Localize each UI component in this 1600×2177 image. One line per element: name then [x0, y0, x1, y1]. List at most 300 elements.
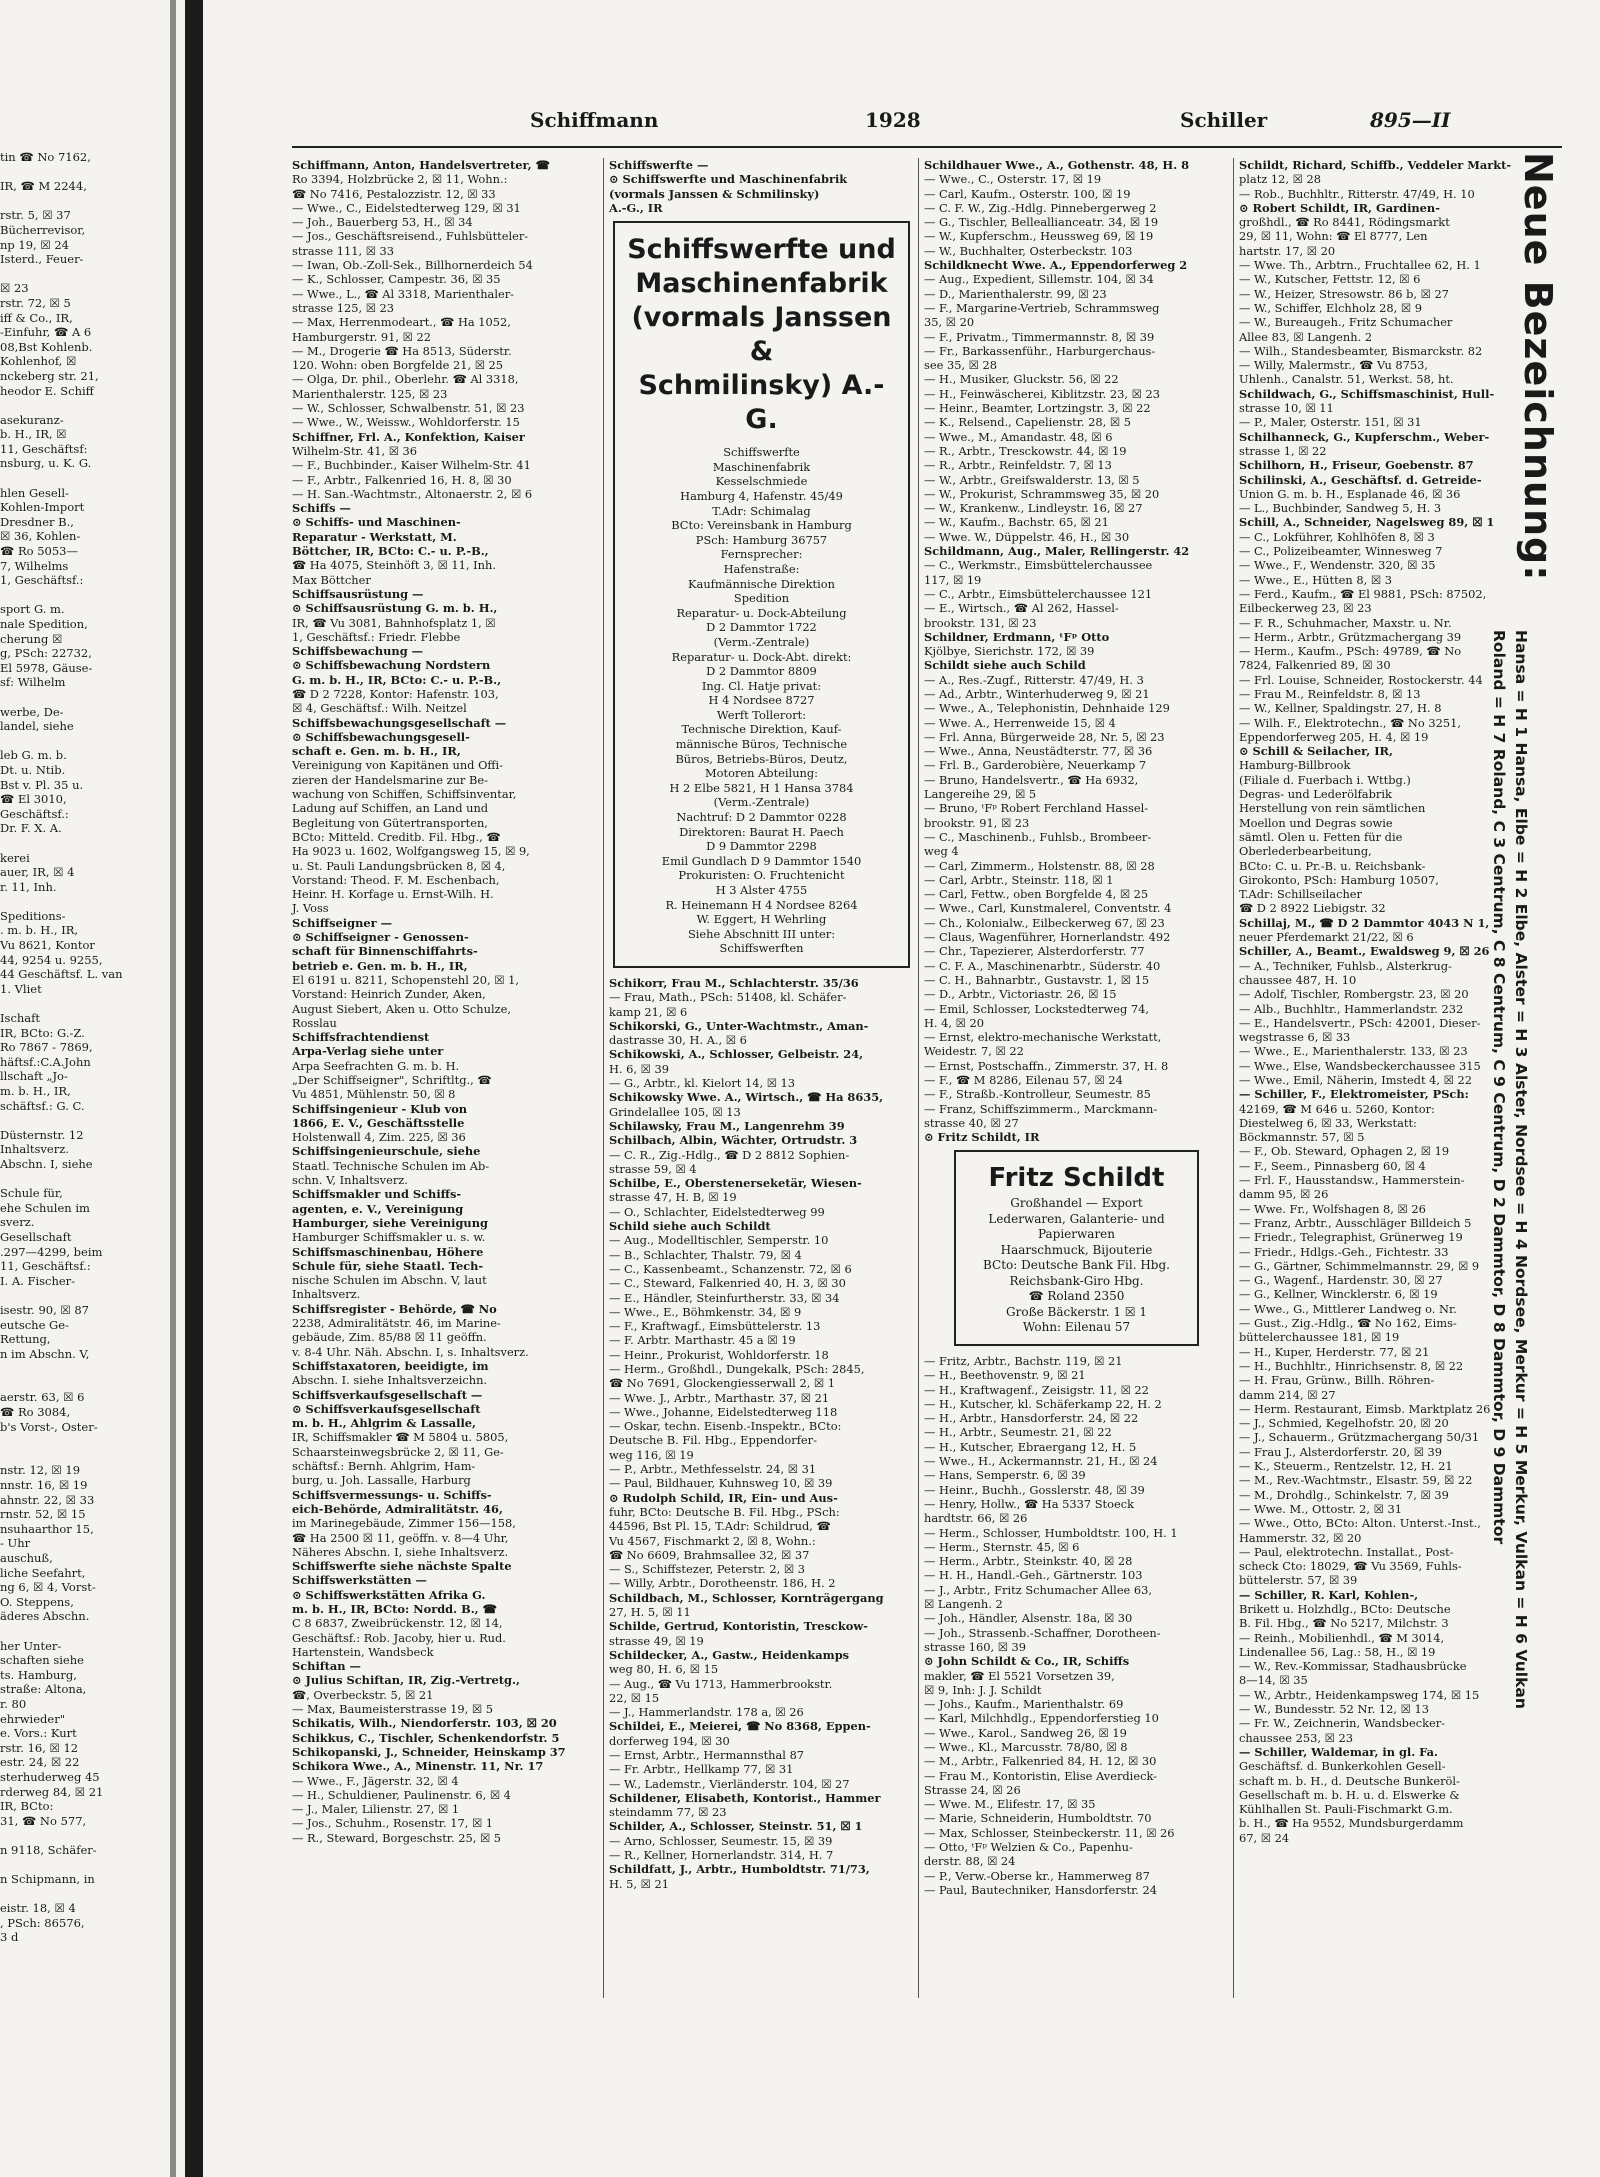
- directory-entry-line: 2238, Admiralitätstr. 46, im Marine-: [292, 1316, 501, 1331]
- directory-entry-line: — Frl. Louise, Schneider, Rostockerstr. 44: [1239, 672, 1483, 687]
- directory-entry-line: Schildbach, M., Schlosser, Kornträgergang: [609, 1590, 884, 1605]
- column-separator: [603, 158, 604, 1998]
- directory-entry-line: weg 116, ☒ 19: [609, 1447, 694, 1462]
- directory-entry-line: — Henry, Hollw., ☎ Ha 5337 Stoeck: [924, 1496, 1134, 1511]
- directory-entry-line: Schiffsingenieurschule, siehe: [292, 1144, 481, 1159]
- directory-entry-line: Düsternstr. 12: [0, 1127, 84, 1142]
- ad-text-line: Wohn: Eilenau 57: [1022, 1320, 1131, 1335]
- directory-entry-line: — H., Schuldiener, Paulinenstr. 6, ☒ 4: [292, 1787, 511, 1802]
- directory-entry-line: Kjölbye, Sierichstr. 172, ☒ 39: [924, 644, 1095, 659]
- directory-entry-line: — G., Arbtr., kl. Kielort 14, ☒ 13: [609, 1076, 796, 1091]
- directory-entry-line: nckeberg str. 21,: [0, 368, 99, 383]
- directory-entry-line: — H., Arbtr., Hansdorferstr. 24, ☒ 22: [924, 1411, 1139, 1426]
- directory-entry-line: — Wwe., G., Mittlerer Landweg o. Nr.: [1239, 1301, 1457, 1316]
- directory-entry-line: Allee 83, ☒ Langenh. 2: [1239, 329, 1373, 344]
- directory-entry-line: — Wwe., L., ☎ Al 3318, Marienthaler-: [292, 286, 515, 301]
- directory-entry-line: [0, 1828, 168, 1843]
- directory-entry-line: — Wwe., F., Wendenstr. 320, ☒ 35: [1239, 558, 1436, 573]
- directory-entry-line: — P., Maler, Osterstr. 151, ☒ 31: [1239, 415, 1422, 430]
- directory-entry-line: ehe Schulen im: [0, 1200, 90, 1215]
- directory-entry-line: — F., Arbtr., Falkenried 16, H. 8, ☒ 30: [292, 472, 512, 487]
- directory-entry-line: — Ernst, Postschaffn., Zimmerstr. 37, H. 8: [924, 1058, 1169, 1073]
- directory-entry-line: Heinr. H. Korfage u. Ernst-Wilh. H.: [292, 887, 494, 902]
- directory-entry-line: — W., Arbtr., Greifswalderstr. 13, ☒ 5: [924, 472, 1140, 487]
- column-3: [924, 158, 1229, 1998]
- directory-entry-line: — H. Frau, Grünw., Billh. Röhren-: [1239, 1373, 1435, 1388]
- directory-entry-line: — G., Gärtner, Schimmelmannstr. 29, ☒ 9: [1239, 1258, 1480, 1273]
- directory-entry-line: her Unter-: [0, 1638, 62, 1653]
- directory-entry-line: — Max, Baumeisterstrasse 19, ☒ 5: [292, 1702, 493, 1717]
- directory-entry-line: makler, ☎ El 5521 Vorsetzen 39,: [924, 1668, 1115, 1683]
- directory-entry-line: brookstr. 91, ☒ 23: [924, 815, 1030, 830]
- directory-entry-line: — Wwe., Anna, Neustädterstr. 77, ☒ 36: [924, 744, 1153, 759]
- directory-entry-line: — Wwe., H., Ackermannstr. 21, H., ☒ 24: [924, 1454, 1158, 1469]
- running-header: [300, 108, 1480, 138]
- vertical-title: Neue Bezeichnung:: [1516, 152, 1560, 582]
- directory-entry-line: — E., Händler, Steinfurtherstr. 33, ☒ 34: [609, 1290, 840, 1305]
- directory-entry-line: — Franz, Arbtr., Ausschläger Billdeich 5: [1239, 1215, 1472, 1230]
- directory-entry-line: Marienthalerstr. 125, ☒ 23: [292, 386, 448, 401]
- directory-entry-line: eistr. 18, ☒ 4: [0, 1901, 76, 1916]
- directory-entry-line: — C. F. W., Zig.-Hdlg. Pinnebergerweg 2: [924, 200, 1157, 215]
- column-separator: [1233, 158, 1234, 1998]
- ad-text-line: D 2 Dammtor 8809: [706, 664, 817, 679]
- directory-entry-line: nsuhaarthor 15,: [0, 1521, 94, 1536]
- directory-entry-line: — Iwan, Ob.-Zoll-Sek., Billhornerdeich 54: [292, 258, 533, 273]
- directory-entry-line: [0, 267, 168, 282]
- directory-entry-line: heodor E. Schiff: [0, 383, 94, 398]
- directory-entry-line: [0, 1361, 168, 1376]
- directory-entry-line: — Karl, Milchhdlg., Eppendorferstieg 10: [924, 1711, 1159, 1726]
- directory-entry-line: betrieb e. Gen. m. b. H., IR,: [292, 958, 468, 973]
- directory-entry-line: — Schiller, F., Elektromeister, PSch:: [1239, 1087, 1469, 1102]
- directory-entry-line: Schiffseigner —: [292, 915, 392, 930]
- directory-entry-line: Schaarsteinwegsbrücke 2, ☒ 11, Ge-: [292, 1444, 504, 1459]
- directory-entry-line: r. 11, Inh.: [0, 879, 57, 894]
- directory-entry-line: Schiffsfrachtendienst: [292, 1030, 430, 1045]
- directory-entry-line: 7824, Falkenried 89, ☒ 30: [1239, 658, 1391, 673]
- directory-entry-line: -Einfuhr, ☎ A 6: [0, 325, 92, 340]
- directory-entry-line: Reparatur - Werkstatt, M.: [292, 529, 457, 544]
- directory-entry-line: [0, 894, 168, 909]
- directory-entry-line: ☎ No 7691, Glockengiesserwall 2, ☒ 1: [609, 1376, 836, 1391]
- directory-entry-line: Weidestr. 7, ☒ 22: [924, 1044, 1024, 1059]
- directory-entry-line: n 9118, Schäfer-: [0, 1842, 97, 1857]
- directory-entry-line: 117, ☒ 19: [924, 572, 982, 587]
- directory-entry-line: Schiffmann, Anton, Handelsvertreter, ☎: [292, 158, 550, 172]
- directory-entry-line: Hammerstr. 32, ☒ 20: [1239, 1530, 1362, 1545]
- directory-entry-line: b. H., ☎ Ha 9552, Mundsburgerdamm: [1239, 1816, 1464, 1831]
- directory-entry-line: El 6191 u. 8211, Schopenstehl 20, ☒ 1,: [292, 972, 519, 987]
- directory-entry-line: chaussee 253, ☒ 23: [1239, 1730, 1353, 1745]
- page-gutter-shadow: [170, 0, 176, 2177]
- directory-entry-line: ☎ No 6609, Brahmsallee 32, ☒ 37: [609, 1547, 810, 1562]
- directory-entry-line: — F. Arbtr. Marthastr. 45 a ☒ 19: [609, 1333, 796, 1348]
- ad-text-line: D 2 Dammtor 1722: [706, 620, 817, 635]
- directory-entry-line: BCto: C. u. Pr.-B. u. Reichsbank-: [1239, 858, 1426, 873]
- directory-entry-line: [0, 1376, 168, 1391]
- directory-entry-line: Schikorski, G., Unter-Wachtmstr., Aman-: [609, 1018, 869, 1033]
- directory-entry-line: — Otto, ᵗFᵖ Welzien & Co., Papenhu-: [924, 1840, 1133, 1855]
- ad-text-line: Büros, Betriebs-Büros, Deutz,: [675, 751, 848, 766]
- directory-entry-line: — H., Arbtr., Seumestr. 21, ☒ 22: [924, 1425, 1112, 1440]
- directory-entry-line: — Carl, Arbtr., Steinstr. 118, ☒ 1: [924, 872, 1114, 887]
- directory-entry-line: — W., Buchhalter, Osterbeckstr. 103: [924, 243, 1133, 258]
- ad-text-line: Motoren Abteilung:: [704, 766, 819, 781]
- directory-entry-line: 42169, ☎ M 646 u. 5260, Kontor:: [1239, 1101, 1435, 1116]
- directory-entry-line: nale Spedition,: [0, 617, 88, 631]
- directory-entry-line: 29, ☒ 11, Wohn: ☎ El 8777, Len: [1239, 229, 1428, 244]
- directory-entry-line: Schildener, Elisabeth, Kontorist., Hammer: [609, 1790, 881, 1805]
- directory-entry-line: Schiffswerkstätten —: [292, 1573, 427, 1588]
- directory-entry-line: — M., Drogerie ☎ Ha 8513, Süderstr.: [292, 343, 512, 358]
- directory-entry-line: weg 80, H. 6, ☒ 15: [609, 1662, 719, 1677]
- directory-entry-line: 3 d: [0, 1930, 19, 1945]
- directory-entry-line: gebäude, Zim. 85/88 ☒ 11 geöffn.: [292, 1330, 487, 1345]
- directory-entry-line: — G., Wagenf., Hardenstr. 30, ☒ 27: [1239, 1273, 1443, 1288]
- directory-entry-line: H. 5, ☒ 21: [609, 1876, 669, 1891]
- directory-entry-line: e. Vors.: Kurt: [0, 1726, 77, 1741]
- directory-entry-line: Vu 4851, Mühlenstr. 50, ☒ 8: [292, 1087, 456, 1102]
- ad-text-line: H 3 Alster 4755: [715, 883, 808, 897]
- header-left-keyword: Schiffmann: [530, 108, 659, 132]
- directory-entry-line: — Wwe. M., Elifestr. 17, ☒ 35: [924, 1797, 1096, 1812]
- directory-entry-line: — M., Drohdlg., Schinkelstr. 7, ☒ 39: [1239, 1487, 1449, 1502]
- directory-entry-line: — W., Bundesstr. 52 Nr. 12, ☒ 13: [1239, 1702, 1429, 1717]
- directory-entry-line: — W., Kaufm., Bachstr. 65, ☒ 21: [924, 515, 1109, 530]
- directory-entry-line: „Der Schiffseigner", Schriftltg., ☎: [292, 1073, 492, 1087]
- directory-entry-line: ⊙ Schiffswerfte und Maschinenfabrik: [609, 172, 848, 187]
- directory-entry-line: — F., ☎ M 8286, Eilenau 57, ☒ 24: [924, 1073, 1123, 1087]
- directory-entry-line: Abschn. I, siehe: [0, 1156, 93, 1171]
- directory-entry-line: Inhaltsverz.: [0, 1142, 69, 1157]
- directory-entry-line: — C., Polizeibeamter, Winnesweg 7: [1239, 544, 1443, 559]
- directory-entry-line: — W., Kutscher, Fettstr. 12, ☒ 6: [1239, 272, 1421, 287]
- directory-entry-line: — L., Buchbinder, Sandweg 5, H. 3: [1239, 501, 1442, 516]
- directory-entry-line: — Wwe., Emil, Näherin, Imstedt 4, ☒ 22: [1239, 1073, 1472, 1087]
- directory-entry-line: Schiffsregister - Behörde, ☎ No: [292, 1301, 497, 1316]
- directory-entry-line: 8—14, ☒ 35: [1239, 1673, 1308, 1688]
- directory-entry-line: Herstellung von rein sämtlichen: [1239, 801, 1426, 816]
- directory-entry-line: chaussee 487, H. 10: [1239, 972, 1357, 987]
- ad-text-line: BCto: Vereinsbank in Hamburg: [671, 518, 852, 533]
- ad-text-line: (Verm.-Zentrale): [713, 795, 810, 810]
- ad-text-line: Maschinenfabrik: [712, 459, 811, 474]
- directory-entry-line: — H., Beethovenstr. 9, ☒ 21: [924, 1368, 1086, 1383]
- directory-entry-line: [0, 996, 168, 1011]
- directory-entry-line: — Wwe., Kl., Marcusstr. 78/80, ☒ 8: [924, 1740, 1128, 1754]
- directory-entry-line: zieren der Handelsmarine zur Be-: [292, 772, 488, 787]
- directory-entry-line: ts. Hamburg,: [0, 1667, 77, 1682]
- directory-entry-line: [0, 588, 168, 603]
- directory-entry-line: — Fritz, Arbtr., Bachstr. 119, ☒ 21: [924, 1353, 1123, 1368]
- directory-entry-line: ☎ No 7416, Pestalozzistr. 12, ☒ 33: [292, 186, 496, 201]
- directory-entry-line: Schiffstaxatoren, beeidigte, im: [292, 1358, 489, 1373]
- directory-entry-line: kerei: [0, 850, 30, 865]
- directory-entry-line: — Wwe. A., Herrenweide 15, ☒ 4: [924, 715, 1116, 730]
- directory-entry-line: — H., Musiker, Gluckstr. 56, ☒ 22: [924, 372, 1119, 387]
- directory-entry-line: schaften siehe: [0, 1653, 84, 1668]
- directory-entry-line: — Rob., Buchhltr., Ritterstr. 47/49, H. 10: [1239, 186, 1475, 201]
- directory-entry-line: — B., Schlachter, Thalstr. 79, ☒ 4: [609, 1247, 802, 1262]
- directory-entry-line: — Herm., Arbtr., Grützmachergang 39: [1239, 629, 1462, 644]
- directory-entry-line: büttelerstr. 57, ☒ 39: [1239, 1573, 1358, 1588]
- directory-entry-line: — Wilh., Standesbeamter, Bismarckstr. 82: [1239, 343, 1483, 358]
- directory-entry-line: — W., Kellner, Spaldingstr. 27, H. 8: [1239, 701, 1442, 716]
- directory-entry-line: 11, Geschäftsf:: [0, 441, 88, 456]
- directory-entry-line: damm 95, ☒ 26: [1239, 1187, 1329, 1202]
- directory-entry-line: — H., Feinwäscherei, Kiblitzstr. 23, ☒ 23: [924, 386, 1160, 401]
- directory-entry-line: schäftsf.: G. C.: [0, 1098, 85, 1113]
- directory-entry-line: strasse 111, ☒ 33: [292, 243, 395, 258]
- directory-entry-line: b. H., IR, ☒: [0, 427, 67, 442]
- directory-entry-line: Schiffswerfte —: [609, 158, 709, 172]
- directory-entry-line: Geschäftsf. d. Bunkerkohlen Gesell-: [1239, 1759, 1446, 1774]
- vertical-exchange-line-2: Roland = H 7 Roland, C 3 Centrum, C 8 Centrum, C 9 Centrum, D 2 Dammtor, D 8 Dammtor, D 9 Dammtor: [1490, 630, 1508, 1545]
- directory-entry-line: Schule für,: [0, 1186, 63, 1201]
- directory-entry-line: August Siebert, Aken u. Otto Schulze,: [292, 1001, 511, 1016]
- column-1: [292, 158, 597, 1998]
- directory-entry-line: — A., Res.-Zugf., Ritterstr. 47/49, H. 3: [924, 672, 1144, 687]
- directory-entry-line: ☎ Ha 4075, Steinhöft 3, ☒ 11, Inh.: [292, 558, 496, 573]
- directory-entry-line: — Wwe., W., Weissw., Wohldorferstr. 15: [292, 415, 520, 430]
- directory-entry-line: schaft m. b. H., d. Deutsche Bunkeröl-: [1239, 1773, 1460, 1788]
- directory-entry-line: — R., Arbtr., Reinfeldstr. 7, ☒ 13: [924, 458, 1112, 473]
- directory-entry-line: Abschn. I. siehe Inhaltsverzeichn.: [292, 1373, 488, 1388]
- directory-entry-line: b's Vorst-, Oster-: [0, 1419, 98, 1434]
- directory-entry-line: rstr. 72, ☒ 5: [0, 295, 71, 310]
- ad-text-line: Kaufmännische Direktion: [688, 576, 835, 591]
- advertisement-fritz-schildt: [954, 1150, 1199, 1346]
- directory-entry-line: — M., Arbtr., Falkenried 84, H. 12, ☒ 30: [924, 1754, 1157, 1769]
- directory-entry-line: — Wwe. M., Ottostr. 2, ☒ 31: [1239, 1501, 1402, 1516]
- directory-entry-line: — C., Maschinenb., Fuhlsb., Brombeer-: [924, 829, 1152, 844]
- directory-entry-line: [0, 1434, 168, 1449]
- directory-entry-line: Schildwach, G., Schiffsmaschinist, Hull-: [1239, 386, 1495, 401]
- directory-entry-line: — Wwe., E., Böhmkenstr. 34, ☒ 9: [609, 1304, 802, 1319]
- directory-entry-line: Ha 9023 u. 1602, Wolfgangsweg 15, ☒ 9,: [292, 844, 530, 859]
- directory-entry-line: Schiffsausrüstung —: [292, 586, 424, 601]
- directory-entry-line: Schildner, Erdmann, ᵗFᵖ Otto: [924, 629, 1110, 644]
- directory-entry-line: — Joh., Bauerberg 53, H., ☒ 34: [292, 215, 473, 230]
- directory-entry-line: BCto: Mitteld. Creditb. Fil. Hbg., ☎: [292, 829, 501, 844]
- directory-entry-line: Brikett u. Holzhdlg., BCto: Deutsche: [1239, 1601, 1451, 1616]
- directory-entry-line: — E., Wirtsch., ☎ Al 262, Hassel-: [924, 601, 1119, 616]
- directory-entry-line: O. Steppens,: [0, 1594, 74, 1609]
- directory-entry-line: — Wwe., E., Hütten 8, ☒ 3: [1239, 572, 1392, 587]
- directory-entry-line: Schule für, siehe Staatl. Tech-: [292, 1258, 484, 1273]
- directory-entry-line: 1866, E. V., Geschäftsstelle: [292, 1115, 465, 1130]
- ad-text-line: H 4 Nordsee 8727: [708, 693, 815, 708]
- directory-entry-line: IR, ☎ Vu 3081, Bahnhofsplatz 1, ☒: [292, 615, 496, 630]
- directory-entry-line: im Marinegebäude, Zimmer 156—158,: [292, 1516, 516, 1531]
- directory-entry-line: Ladung auf Schiffen, an Land und: [292, 801, 489, 816]
- directory-entry-line: 1, Geschäftsf.: Friedr. Flebbe: [292, 629, 461, 644]
- directory-entry-line: neuer Pferdemarkt 21/22, ☒ 6: [1239, 930, 1414, 945]
- directory-entry-line: rderweg 84, ☒ 21: [0, 1784, 104, 1799]
- directory-entry-line: — C., Steward, Falkenried 40, H. 3, ☒ 30: [609, 1276, 846, 1291]
- directory-entry-line: Schikatis, Wilh., Niendorferstr. 103, ☒ 20: [292, 1716, 557, 1731]
- directory-entry-line: Rettung,: [0, 1332, 51, 1347]
- directory-entry-line: — R., Steward, Borgeschstr. 25, ☒ 5: [292, 1830, 502, 1845]
- directory-entry-line: Schildmann, Aug., Maler, Rellingerstr. 42: [924, 544, 1190, 559]
- directory-entry-line: — Frau J., Alsterdorferstr. 20, ☒ 39: [1239, 1444, 1443, 1459]
- ad-text-line: Lederwaren, Galanterie- und: [988, 1211, 1165, 1226]
- directory-entry-line: Isterd., Feuer-: [0, 252, 84, 267]
- directory-entry-line: sport G. m.: [0, 602, 65, 617]
- directory-entry-line: — H., Kuper, Herderstr. 77, ☒ 21: [1239, 1344, 1430, 1359]
- directory-entry-line: ⊙ Rudolph Schild, IR, Ein- und Aus-: [609, 1490, 838, 1505]
- directory-entry-line: — C., Lokführer, Kohlhöfen 8, ☒ 3: [1239, 529, 1435, 544]
- directory-entry-line: häftsf.:C.A.John: [0, 1054, 91, 1069]
- directory-entry-line: Schill, A., Schneider, Nagelsweg 89, ☒ 1: [1239, 515, 1495, 530]
- directory-entry-line: [0, 836, 168, 851]
- directory-entry-line: Hamburg-Billbrook: [1239, 758, 1351, 773]
- directory-entry-line: 1. Vliet: [0, 981, 42, 996]
- ad-text-line: BCto: Deutsche Bank Fil. Hbg.: [983, 1258, 1170, 1273]
- ad-text-line: Schiffswerften: [719, 941, 804, 956]
- directory-entry-line: Hamburgerstr. 91, ☒ 22: [292, 329, 431, 344]
- directory-entry-line: — C. H., Bahnarbtr., Gustavstr. 1, ☒ 15: [924, 972, 1150, 987]
- directory-entry-line: Oberlederbearbeitung,: [1239, 844, 1372, 859]
- directory-entry-line: 1, Geschäftsf.:: [0, 573, 84, 588]
- ad-title-line: (vormals Janssen &: [631, 302, 892, 368]
- ad-text-line: männische Büros, Technische: [675, 737, 848, 752]
- directory-entry-line: — Wwe., C., Eidelstedterweg 129, ☒ 31: [292, 200, 521, 215]
- directory-entry-line: — Alb., Buchhltr., Hammerlandstr. 232: [1239, 1001, 1464, 1016]
- directory-entry-line: rnstr. 52, ☒ 15: [0, 1507, 86, 1522]
- directory-entry-line: — Wwe., C., Osterstr. 17, ☒ 19: [924, 172, 1102, 187]
- directory-entry-line: Gesellschaft: [0, 1229, 72, 1244]
- directory-entry-line: ☎ Ha 2500 ☒ 11, geöffn. v. 8—4 Uhr,: [292, 1530, 509, 1545]
- directory-entry-line: m. b. H., IR, BCto: Nordd. B., ☎: [292, 1601, 497, 1616]
- directory-entry-line: Inhaltsverz.: [292, 1287, 361, 1302]
- directory-entry-line: strasse 160, ☒ 39: [924, 1639, 1027, 1654]
- directory-entry-line: — F., Seem., Pinnasberg 60, ☒ 4: [1239, 1158, 1426, 1173]
- directory-entry-line: aerstr. 63, ☒ 6: [0, 1390, 85, 1405]
- directory-entry-line: ☎ D 2 7228, Kontor: Hafenstr. 103,: [292, 686, 499, 701]
- directory-entry-line: 11, Geschäftsf.:: [0, 1259, 91, 1274]
- directory-entry-line: ☎ Ro 5053—: [0, 544, 78, 559]
- ad-text-line: Prokuristen: O. Fruchtenicht: [678, 868, 845, 883]
- directory-entry-line: derstr. 88, ☒ 24: [924, 1854, 1016, 1869]
- directory-entry-line: — Herm. Restaurant, Eimsb. Marktplatz 26: [1239, 1401, 1491, 1416]
- directory-entry-line: wegstrasse 6, ☒ 33: [1239, 1030, 1351, 1045]
- directory-entry-line: — Oskar, techn. Eisenb.-Inspektr., BCto:: [609, 1419, 842, 1434]
- directory-entry-line: — Herm., Großhdl., Dungekalk, PSch: 2845,: [609, 1361, 865, 1376]
- directory-entry-line: Holstenwall 4, Zim. 225, ☒ 36: [292, 1130, 466, 1145]
- directory-entry-line: — Herm., Schlosser, Humboldtstr. 100, H. 1: [924, 1525, 1178, 1540]
- ad-text-line: Reichsbank-Giro Hbg.: [1009, 1273, 1144, 1288]
- directory-entry-line: A.-G., IR: [609, 200, 663, 215]
- directory-entry-line: Böckmannstr. 57, ☒ 5: [1239, 1130, 1365, 1145]
- directory-entry-line: Schiffswerfte siehe nächste Spalte: [292, 1559, 512, 1574]
- ad-title-line: Schmilinsky) A.-G.: [638, 370, 885, 436]
- ad-text-line: Kesselschmiede: [715, 474, 808, 489]
- ad-text-line: ☎ Roland 2350: [1028, 1289, 1125, 1304]
- directory-entry-line: — Frl. F., Hausstandsw., Hammerstein-: [1239, 1173, 1465, 1188]
- ad-text-line: Große Bäckerstr. 1 ☒ 1: [1006, 1304, 1147, 1319]
- directory-entry-line: — S., Schiffstezer, Peterstr. 2, ☒ 3: [609, 1562, 805, 1577]
- directory-entry-line: Schilbe, E., Oberstenerseketär, Wiesen-: [609, 1176, 862, 1191]
- directory-entry-line: — Wwe. W., Düppelstr. 46, H., ☒ 30: [924, 529, 1130, 544]
- directory-entry-line: großhdl., ☎ Ro 8441, Rödingsmarkt: [1239, 215, 1450, 230]
- directory-entry-line: Schikkus, C., Tischler, Schenkendorfstr. 5: [292, 1730, 560, 1745]
- directory-entry-line: ☎ D 2 8922 Liebigstr. 32: [1239, 901, 1386, 916]
- directory-entry-line: — Frau M., Reinfeldstr. 8, ☒ 13: [1239, 686, 1421, 701]
- directory-entry-line: Lindenallee 56, Lag.: 58, H., ☒ 19: [1239, 1644, 1436, 1659]
- directory-entry-line: — H. San.-Wachtmstr., Altonaerstr. 2, ☒ 6: [292, 486, 533, 501]
- directory-entry-line: strasse 40, ☒ 27: [924, 1115, 1019, 1130]
- directory-entry-line: Vorstand: Heinrich Zunder, Aken,: [292, 987, 486, 1002]
- directory-entry-line: — C., Arbtr., Eimsbüttelerchaussee 121: [924, 586, 1153, 601]
- directory-entry-line: Arpa Seefrachten G. m. b. H.: [292, 1058, 460, 1073]
- ad-text-line: Werft Tollerort:: [716, 707, 807, 722]
- directory-entry-line: fuhr, BCto: Deutsche B. Fil. Hbg., PSch:: [609, 1504, 840, 1519]
- column-separator: [918, 158, 919, 1998]
- directory-entry-line: Vereinigung von Kapitänen und Offi-: [292, 758, 503, 773]
- directory-entry-line: Union G. m. b. H., Esplanade 46, ☒ 36: [1239, 486, 1461, 501]
- directory-entry-line: — C., Werkmstr., Eimsbüttelerchaussee: [924, 558, 1153, 573]
- directory-entry-line: Schiffsmakler und Schiffs-: [292, 1187, 462, 1202]
- ad-text-line: H 2 Elbe 5821, H 1 Hansa 3784: [669, 780, 854, 795]
- directory-entry-line: Bst v. Pl. 35 u.: [0, 777, 84, 792]
- directory-entry-line: — W., Lademstr., Vierländerstr. 104, ☒ 27: [609, 1776, 850, 1791]
- directory-entry-line: ☎ Ro 3084,: [0, 1405, 71, 1420]
- directory-entry-line: — Paul, Bildhauer, Kuhnsweg 10, ☒ 39: [609, 1476, 833, 1491]
- directory-entry-line: Grindelallee 105, ☒ 13: [609, 1104, 741, 1119]
- directory-entry-line: I. A. Fischer-: [0, 1273, 76, 1288]
- directory-entry-line: Näheres Abschn. I, siehe Inhaltsverz.: [292, 1544, 509, 1559]
- directory-entry-line: eich-Behörde, Admiralitätstr. 46,: [292, 1501, 503, 1516]
- directory-entry-line: dorferweg 194, ☒ 30: [609, 1733, 730, 1748]
- directory-entry-line: ☎, Overbeckstr. 5, ☒ 21: [292, 1687, 434, 1702]
- directory-entry-line: — Frl. B., Garderobière, Neuerkamp 7: [924, 758, 1147, 773]
- directory-entry-line: [0, 1624, 168, 1639]
- directory-entry-line: — Wwe. J., Arbtr., Marthastr. 37, ☒ 21: [609, 1390, 830, 1405]
- directory-entry-line: Ro 7867 - 7869,: [0, 1040, 93, 1055]
- directory-entry-line: — Herm., Sternstr. 45, ☒ 6: [924, 1539, 1080, 1554]
- directory-entry-line: ⊙ Fritz Schildt, IR: [924, 1130, 1040, 1145]
- directory-entry-line: 67, ☒ 24: [1239, 1830, 1290, 1845]
- directory-entry-line: Moellon und Degras sowie: [1239, 815, 1393, 830]
- directory-entry-line: — W., Heizer, Stresowstr. 86 b, ☒ 27: [1239, 286, 1449, 301]
- directory-entry-line: see 35, ☒ 28: [924, 358, 998, 373]
- directory-entry-line: — K., Steuerm., Rentzelstr. 12, H. 21: [1239, 1459, 1453, 1474]
- directory-entry-line: Schiffsvermessungs- u. Schiffs-: [292, 1487, 492, 1502]
- directory-entry-line: Schilde, Gertrud, Kontoristin, Tresckow-: [609, 1619, 868, 1634]
- directory-entry-line: Dt. u. Ntib.: [0, 762, 66, 777]
- directory-entry-line: — Emil, Schlosser, Lockstedterweg 74,: [924, 1001, 1149, 1016]
- directory-entry-line: — Aug., Expedient, Sillemstr. 104, ☒ 34: [924, 272, 1154, 287]
- directory-entry-line: — Schiller, Waldemar, in gl. Fa.: [1239, 1744, 1438, 1759]
- ad-title: Fritz Schildt: [988, 1163, 1165, 1194]
- directory-entry-line: — Ernst, Arbtr., Hermannsthal 87: [609, 1748, 805, 1762]
- directory-entry-line: Schildecker, A., Gastw., Heidenkamps: [609, 1647, 850, 1662]
- directory-entry-line: — Frau, Math., PSch: 51408, kl. Schäfer-: [609, 990, 847, 1005]
- directory-entry-line: auer, IR, ☒ 4: [0, 865, 75, 880]
- directory-entry-line: — F. R., Schuhmacher, Maxstr. u. Nr.: [1239, 615, 1452, 630]
- directory-entry-line: Schiffsmaschinenbau, Höhere: [292, 1244, 484, 1259]
- directory-entry-line: [0, 471, 168, 486]
- directory-entry-line: v. 8-4 Uhr. Näh. Abschn. I, s. Inhaltsverz.: [292, 1344, 529, 1359]
- directory-entry-line: IR, Schiffsmakler ☎ M 5804 u. 5805,: [292, 1430, 509, 1445]
- directory-entry-line: auschuß,: [0, 1551, 53, 1565]
- directory-entry-line: (Filiale d. Fuerbach i. Wttbg.): [1239, 772, 1411, 787]
- header-right-keyword: Schiller: [1180, 108, 1268, 132]
- directory-entry-line: — Herm., Kaufm., PSch: 49789, ☎ No: [1239, 644, 1462, 659]
- directory-entry-line: [0, 194, 168, 209]
